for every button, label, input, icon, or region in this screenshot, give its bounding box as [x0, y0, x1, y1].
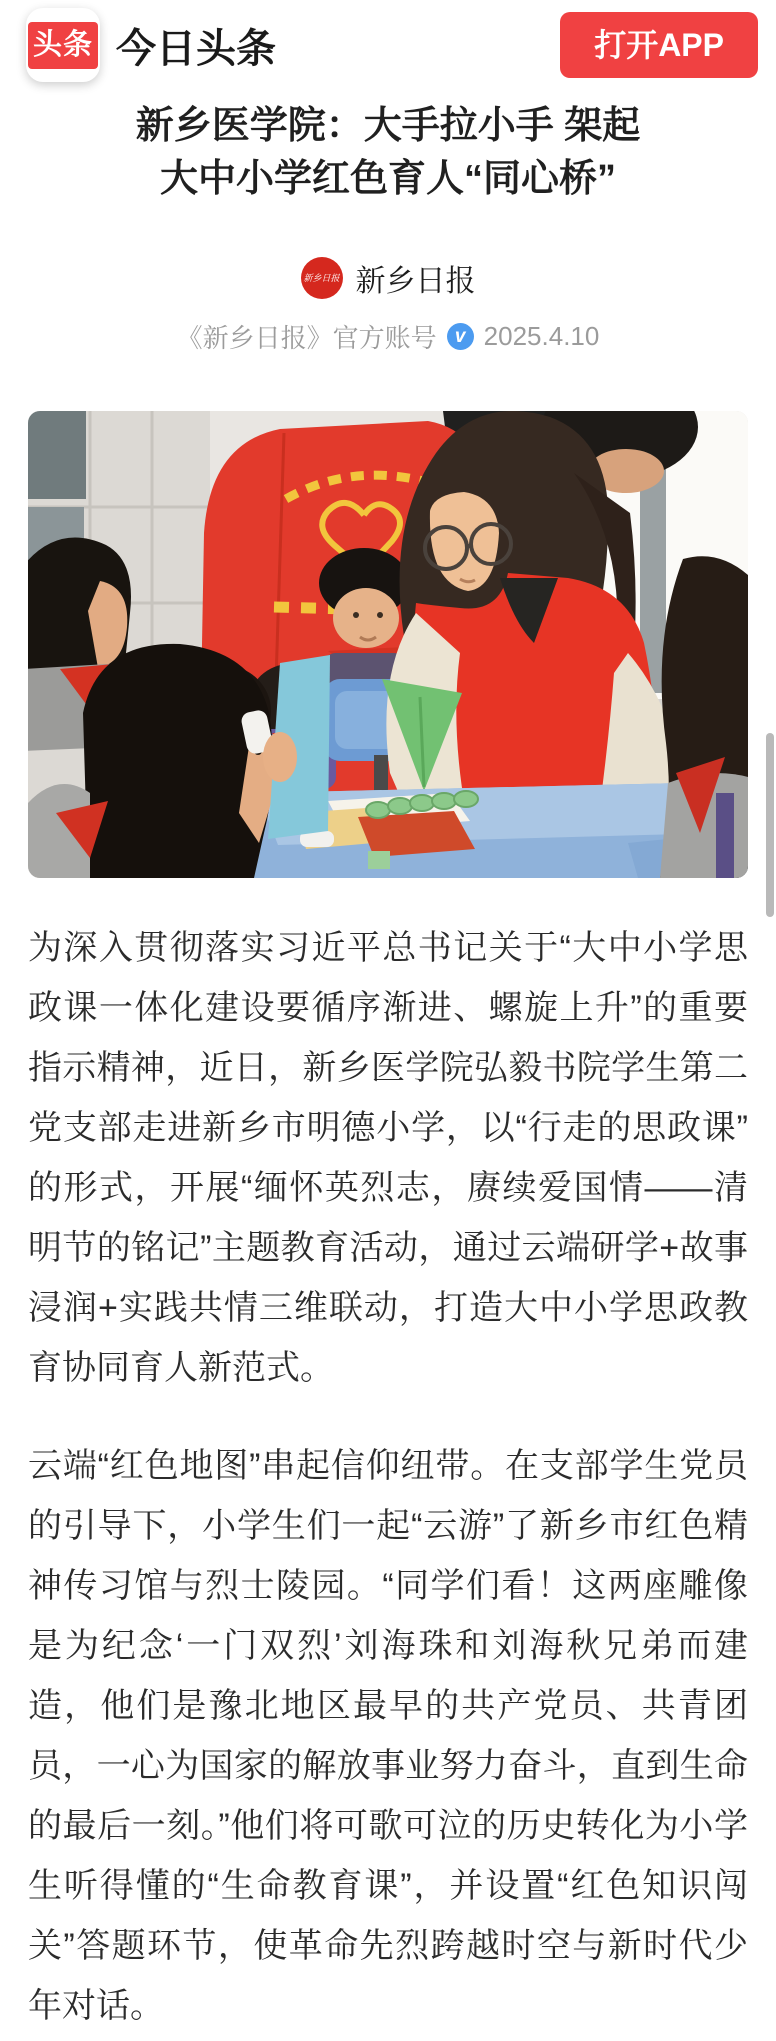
article-body — [28, 918, 748, 2036]
verified-badge-icon: v — [447, 323, 474, 350]
classroom-scene — [28, 411, 748, 878]
author-account-label: 《新乡日报》官方账号 — [176, 323, 437, 353]
author-avatar-icon[interactable]: 新乡日报 — [301, 257, 343, 299]
author-name[interactable]: 新乡日报 — [355, 265, 476, 298]
article-title — [28, 100, 748, 206]
paragraph-2: 云端“红色地图”串起信仰纽带。在支部学生党员的引导下，小学生们一起“云游”了新乡市红色精神传习馆与烈士陵园。“同学们看！这两座雕像是为纪念‘一门双烈’刘海珠和刘海秋兄弟而建造，他们是豫北地区最早的共产党员、共青团员，一心为国家的解放事业努力奋斗，直到生命的最后一刻。”他们将可歌可泣的历史转化为小学生听得懂的“生命教育课”，并设置“红色知识闯关”答题环节，使革命先烈跨越时空与新时代少年对话。 — [28, 1447, 748, 2025]
article-title-line2: 大中小学红色育人“同心桥” — [159, 158, 616, 200]
article-photo[interactable] — [28, 411, 748, 878]
author-meta-row — [0, 318, 776, 355]
toutiao-app-icon[interactable] — [26, 8, 100, 82]
scrollbar-thumb[interactable] — [766, 733, 774, 917]
app-title[interactable]: 今日头条 — [116, 26, 276, 71]
open-app-button[interactable]: 打开APP — [560, 12, 758, 78]
publish-date: 2025.4.10 — [483, 321, 600, 351]
app-header — [0, 0, 776, 90]
article-photo-illustration — [28, 411, 748, 878]
article-title-line1: 新乡医学院：大手拉小手 架起 — [135, 105, 641, 147]
author-row[interactable] — [0, 256, 776, 300]
toutiao-logo-text: 头条 — [28, 22, 98, 69]
paragraph-1: 为深入贯彻落实习近平总书记关于“大中小学思政课一体化建设要循序渐进、螺旋上升”的重要指示精神，近日，新乡医学院弘毅书院学生第二党支部走进新乡市明德小学，以“行走的思政课”的形式，开展“缅怀英烈志，赓续爱国情——清明节的铭记”主题教育活动，通过云端研学+故事浸润+实践共情三维联动，打造大中小学思政教育协同育人新范式。 — [28, 929, 748, 1387]
